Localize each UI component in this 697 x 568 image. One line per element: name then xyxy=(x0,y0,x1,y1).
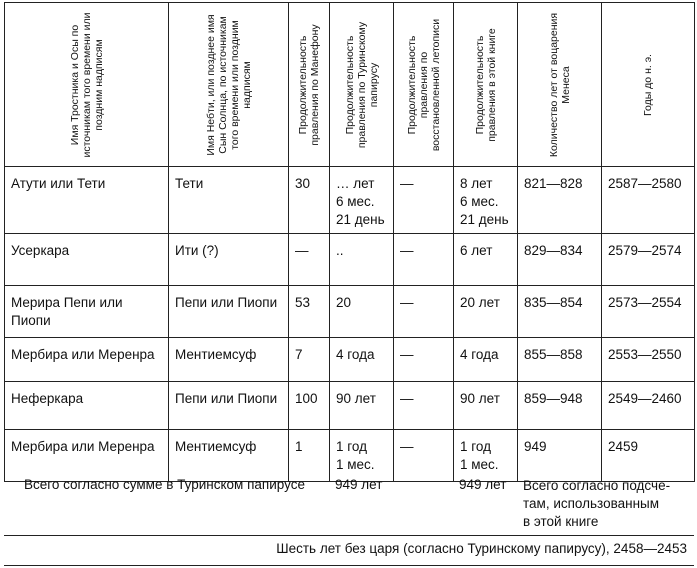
cell-line: — xyxy=(400,439,414,454)
table-cell xyxy=(518,338,602,382)
table-row xyxy=(5,338,695,382)
header-text: Количество лет от воцарения Менеса xyxy=(547,12,572,157)
table-cell xyxy=(169,430,289,482)
cell-line: 100 xyxy=(295,391,318,406)
table-row xyxy=(5,234,695,286)
table-cell xyxy=(5,234,169,286)
table-header-row xyxy=(5,3,695,167)
table-cell xyxy=(602,167,695,234)
cell-content xyxy=(330,167,393,233)
table-cell xyxy=(330,167,394,234)
cell-content xyxy=(394,167,453,197)
cell-line: … лет xyxy=(336,176,375,191)
table-row xyxy=(5,286,695,338)
header-cell xyxy=(169,3,289,167)
header-text: Имя Небти, или позднее имя Сын Солнца, по источникам того времени или поздним надписям xyxy=(204,13,253,156)
cell-line: 21 день xyxy=(460,212,509,227)
cell-content xyxy=(518,338,601,368)
table-cell xyxy=(5,338,169,382)
cell-line: — xyxy=(400,295,414,310)
cell-line: 4 года xyxy=(460,347,499,362)
cell-content xyxy=(169,430,288,460)
header-text: Продолжительность правления по Манефону xyxy=(297,23,321,146)
cell-content xyxy=(394,286,453,316)
header-cell xyxy=(454,3,518,167)
cell-content xyxy=(169,234,288,264)
cell-line: 20 лет xyxy=(460,295,500,310)
header-cell xyxy=(289,3,330,167)
table-cell xyxy=(330,430,394,482)
table-cell xyxy=(454,286,518,338)
footnote: Шесть лет без царя (согласно Туринскому папирусу), 2458—2453 xyxy=(276,541,687,556)
cell-line: 7 xyxy=(295,347,303,362)
cell-content xyxy=(5,430,168,460)
cell-line: Ментиемсуф xyxy=(175,439,257,454)
table-cell xyxy=(330,382,394,430)
table-cell xyxy=(169,167,289,234)
cell-content xyxy=(518,430,601,460)
header-cell xyxy=(518,3,602,167)
table-cell xyxy=(289,430,330,482)
table-cell xyxy=(330,234,394,286)
table-cell xyxy=(454,167,518,234)
cell-line: 6 лет xyxy=(460,243,493,258)
cell-content xyxy=(330,286,393,316)
totals-note xyxy=(523,477,683,531)
header-cell xyxy=(5,3,169,167)
header-text: Имя Тростника и Осы по источникам того времени или поздним надписям xyxy=(68,12,105,157)
cell-content xyxy=(454,382,517,412)
cell-content xyxy=(602,430,694,460)
table-cell xyxy=(289,338,330,382)
cell-line: — xyxy=(400,391,414,406)
cell-line: 90 лет xyxy=(460,391,500,406)
table-cell xyxy=(454,430,518,482)
cell-content xyxy=(602,234,694,264)
table-cell xyxy=(454,234,518,286)
cell-content xyxy=(330,338,393,368)
cell-line: Пепи или Пиопи xyxy=(175,391,278,406)
cell-line: Мерира Пепи или xyxy=(11,295,123,310)
cell-line: Ментиемсуф xyxy=(175,347,257,362)
cell-content xyxy=(394,234,453,264)
cell-line: Пиопи xyxy=(11,313,51,328)
cell-line: 2587—2580 xyxy=(608,176,682,191)
cell-content xyxy=(602,338,694,368)
cell-line: Ити (?) xyxy=(175,243,219,258)
totals-label: Всего согласно сумме в Туринском папирусе xyxy=(24,477,305,492)
cell-content xyxy=(5,338,168,368)
cell-line: 4 года xyxy=(336,347,375,362)
table-cell xyxy=(602,430,695,482)
cell-content xyxy=(394,430,453,460)
cell-line: 829—834 xyxy=(524,243,583,258)
cell-line: — xyxy=(295,243,309,258)
cell-content xyxy=(602,167,694,197)
table-cell xyxy=(518,234,602,286)
cell-line: 1 мес. xyxy=(460,457,499,472)
cell-content xyxy=(169,382,288,412)
table-cell xyxy=(394,286,454,338)
cell-line: 30 xyxy=(295,176,311,191)
header-text: Продолжительность правления в этой книге xyxy=(473,27,498,142)
cell-content xyxy=(454,286,517,316)
cell-content xyxy=(454,430,517,478)
cell-line: Мербира или Меренра xyxy=(11,439,155,454)
cell-content xyxy=(5,382,168,412)
cell-content xyxy=(289,234,329,264)
cell-content xyxy=(5,234,168,264)
cell-content xyxy=(454,167,517,233)
cell-line: 21 день xyxy=(336,212,385,227)
cell-content xyxy=(518,286,601,316)
cell-line: 949 xyxy=(524,439,547,454)
cell-line: 1 мес. xyxy=(336,457,375,472)
cell-line: 2549—2460 xyxy=(608,391,682,406)
cell-content xyxy=(394,338,453,368)
table-cell xyxy=(289,286,330,338)
table-cell xyxy=(394,382,454,430)
cell-content xyxy=(5,167,168,197)
totals-book: 949 лет xyxy=(459,477,507,492)
cell-line: 53 xyxy=(295,295,311,310)
cell-line: 835—854 xyxy=(524,295,583,310)
cell-line: 2459 xyxy=(608,439,639,454)
cell-line: Мербира или Меренра xyxy=(11,347,155,362)
cell-line: 855—858 xyxy=(524,347,583,362)
table-cell xyxy=(394,430,454,482)
table-cell xyxy=(518,430,602,482)
cell-line: Тети xyxy=(175,176,204,191)
cell-content xyxy=(602,382,694,412)
cell-line: Атути или Тети xyxy=(11,176,106,191)
cell-content xyxy=(169,338,288,368)
cell-line: 1 год xyxy=(460,439,491,454)
table-row xyxy=(5,430,695,482)
table-cell xyxy=(518,167,602,234)
table-cell xyxy=(169,338,289,382)
cell-line: 90 лет xyxy=(336,391,376,406)
table-cell xyxy=(454,338,518,382)
cell-line: — xyxy=(400,176,414,191)
cell-content xyxy=(330,234,393,264)
cell-line: Неферкара xyxy=(11,391,84,406)
cell-content xyxy=(518,382,601,412)
table-cell xyxy=(518,286,602,338)
cell-line: 2579—2574 xyxy=(608,243,682,258)
cell-content xyxy=(330,430,393,478)
table-cell xyxy=(169,234,289,286)
table-cell xyxy=(5,286,169,338)
cell-line: — xyxy=(400,243,414,258)
cell-content xyxy=(169,286,288,316)
cell-content xyxy=(602,286,694,316)
cell-line: Пепи или Пиопи xyxy=(175,295,278,310)
table-cell xyxy=(394,234,454,286)
cell-content xyxy=(289,430,329,460)
divider xyxy=(4,535,694,536)
cell-content xyxy=(454,338,517,368)
cell-content xyxy=(330,382,393,412)
cell-line: 1 год xyxy=(336,439,367,454)
cell-line: .. xyxy=(336,243,344,258)
cell-line: 6 мес. xyxy=(460,194,499,209)
table-cell xyxy=(169,382,289,430)
divider xyxy=(4,565,694,566)
table-cell xyxy=(289,382,330,430)
table-cell xyxy=(602,234,695,286)
totals-note-line: в этой книге xyxy=(523,514,599,529)
cell-line: 8 лет xyxy=(460,176,493,191)
table-cell xyxy=(330,338,394,382)
cell-line: 2553—2550 xyxy=(608,347,682,362)
table-row xyxy=(5,167,695,234)
cell-content xyxy=(289,382,329,412)
header-cell xyxy=(330,3,394,167)
cell-line: — xyxy=(400,347,414,362)
table-cell xyxy=(289,167,330,234)
header-text: Продолжительность правления по Туринскому папирусу xyxy=(343,21,380,148)
cell-content xyxy=(518,167,601,197)
table-cell xyxy=(330,286,394,338)
cell-content xyxy=(5,286,168,334)
cell-content xyxy=(394,382,453,412)
cell-line: Усеркара xyxy=(11,243,70,258)
table-cell xyxy=(602,382,695,430)
table-cell xyxy=(602,286,695,338)
cell-line: 1 xyxy=(295,439,303,454)
table-cell xyxy=(169,286,289,338)
header-text: Годы до н. э. xyxy=(642,53,654,116)
cell-content xyxy=(289,167,329,197)
totals-turin: 949 лет xyxy=(335,477,383,492)
header-cell xyxy=(602,3,695,167)
table-cell xyxy=(5,167,169,234)
cell-line: 859—948 xyxy=(524,391,583,406)
cell-content xyxy=(454,234,517,264)
chronology-table xyxy=(4,2,695,482)
table-cell xyxy=(518,382,602,430)
table-cell xyxy=(5,430,169,482)
table-body xyxy=(5,167,695,482)
cell-content xyxy=(289,286,329,316)
table-cell xyxy=(454,382,518,430)
cell-content xyxy=(169,167,288,197)
table-cell xyxy=(394,167,454,234)
totals-note-line: Всего согласно подсче- xyxy=(523,478,671,493)
table-cell xyxy=(5,382,169,430)
table-cell xyxy=(289,234,330,286)
header-cell xyxy=(394,3,454,167)
totals-note-line: там, использованным xyxy=(523,496,660,511)
cell-line: 20 xyxy=(336,295,352,310)
cell-line: 2573—2554 xyxy=(608,295,682,310)
cell-content xyxy=(289,338,329,368)
table-cell xyxy=(394,338,454,382)
table-row xyxy=(5,382,695,430)
cell-line: 821—828 xyxy=(524,176,583,191)
table-cell xyxy=(602,338,695,382)
cell-line: 6 мес. xyxy=(336,194,375,209)
header-text: Продолжительность правления по восстановленной летописи xyxy=(405,18,442,151)
cell-content xyxy=(518,234,601,264)
